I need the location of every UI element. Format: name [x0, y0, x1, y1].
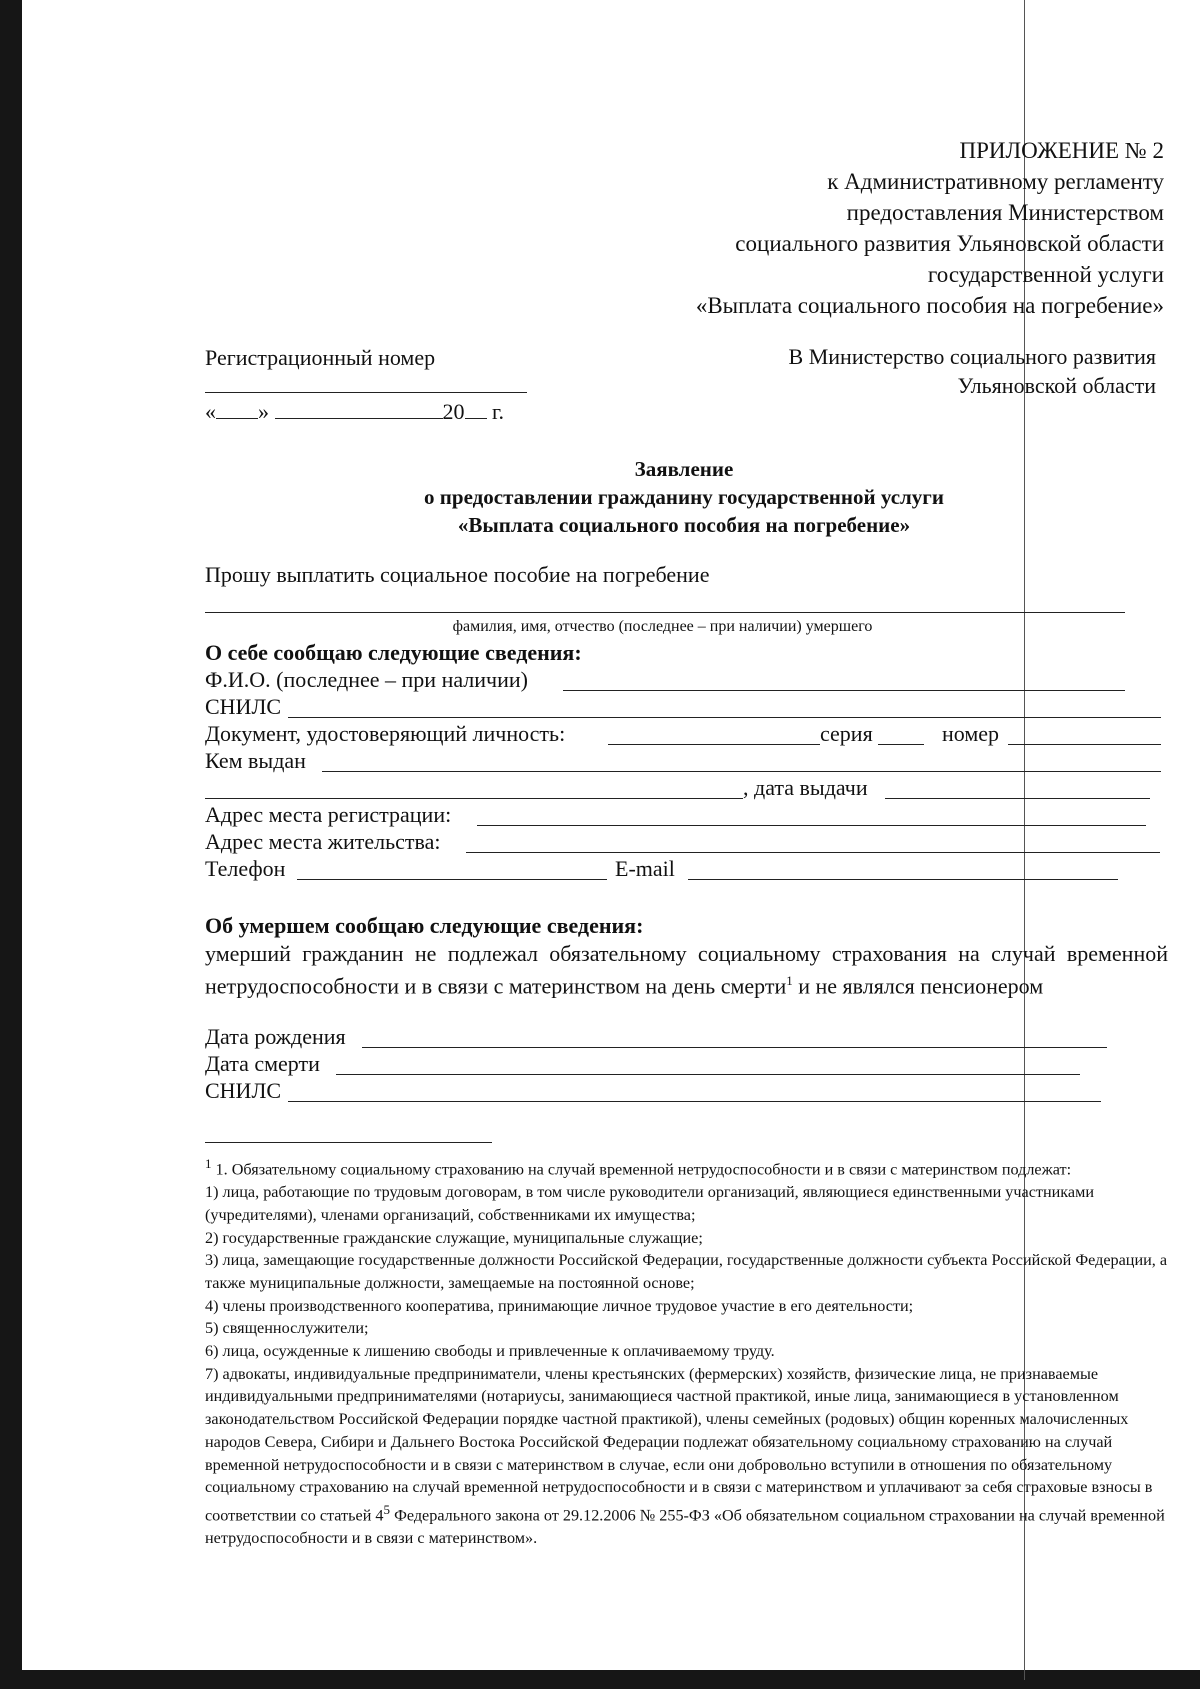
issued-by-field-continued[interactable]: [205, 798, 743, 799]
request-text: Прошу выплатить социальное пособие на погребение: [205, 562, 710, 587]
addressee: В Министерство социального развития Ульяновской области: [788, 344, 1156, 398]
fio-field[interactable]: [563, 690, 1125, 691]
death-date-label: Дата смерти: [205, 1051, 320, 1076]
document-label: Документ, удостоверяющий личность:: [205, 721, 566, 746]
fio-label: Ф.И.О. (последнее – при наличии): [205, 667, 528, 692]
issue-date-field[interactable]: [885, 798, 1150, 799]
deceased-snils-label: СНИЛС: [205, 1078, 282, 1103]
issue-date-label: , дата выдачи: [743, 775, 868, 800]
date-month-field[interactable]: [275, 398, 443, 419]
appendix-line: предоставления Министерством: [846, 200, 1164, 225]
email-field[interactable]: [688, 879, 1118, 880]
birth-date-field[interactable]: [362, 1047, 1107, 1048]
appendix-line: к Административному регламенту: [827, 169, 1164, 194]
snils-label: СНИЛС: [205, 694, 282, 719]
appendix-line: «Выплата социального пособия на погребение»: [695, 293, 1164, 318]
registration-number-field[interactable]: [205, 392, 527, 393]
email-label: E-mail: [615, 856, 675, 881]
footnote-item: 2) государственные гражданские служащие, муниципальные служащие;: [205, 1228, 703, 1247]
footnotes: [205, 1153, 1170, 1550]
number-label: номер: [942, 721, 1000, 746]
deceased-snils-field[interactable]: [288, 1101, 1101, 1102]
live-address-field[interactable]: [466, 852, 1160, 853]
registration-number-label: Регистрационный номер: [205, 345, 436, 370]
snils-field[interactable]: [288, 717, 1161, 718]
phone-label: Телефон: [205, 856, 286, 881]
appendix-number: ПРИЛОЖЕНИЕ № 2: [959, 138, 1164, 163]
deceased-name-field[interactable]: [205, 612, 1125, 613]
scan-border-bottom: [0, 1670, 1200, 1689]
application-title: Заявление о предоставлении гражданину государственной услуги «Выплата социального пособия на погребение»: [424, 457, 944, 537]
document-type-field[interactable]: [608, 744, 820, 745]
reg-address-field[interactable]: [477, 825, 1146, 826]
issued-by-field[interactable]: [322, 771, 1161, 772]
footnote-separator: [205, 1142, 492, 1143]
date-year-field[interactable]: [465, 398, 487, 419]
death-date-field[interactable]: [336, 1074, 1080, 1075]
deceased-statement: умерший гражданин не подлежал обязательному социальному страхования на случай временной нетрудоспособности и в связи с материнством на день смерти$^1$ и не являлся пенсионером: [205, 941, 1168, 999]
series-label: серия: [820, 721, 873, 746]
reg-address-label: Адрес места регистрации:: [205, 802, 452, 827]
issued-by-label: Кем выдан: [205, 748, 306, 773]
series-field[interactable]: [878, 744, 924, 745]
deceased-heading: Об умершем сообщаю следующие сведения:: [205, 913, 644, 938]
appendix-line: государственной услуги: [927, 262, 1164, 287]
registration-date: « » 20 г.: [205, 399, 505, 424]
live-address-label: Адрес места жительства:: [205, 829, 441, 854]
footnote-intro: $^1$ 1. Обязательному социальному страхованию на случай временной нетрудоспособности и в связи с материнством подлежат:: [205, 1156, 1072, 1179]
scan-border-left: [0, 0, 22, 1689]
footnote-item: 5) священнослужители;: [205, 1319, 369, 1338]
footnote-ref: 1: [786, 973, 793, 988]
birth-date-label: Дата рождения: [205, 1024, 346, 1049]
footnote-item: 7) адвокаты, индивидуальные предприниматели, члены крестьянских (фермерских) хозяйств, физические лица, не признаваемые индивидуальными предпринимателями (нотариусы, занимающиеся частной практикой, иные лица, занимающиеся в установленном законодательством Российской Федерации порядке частной практикой), члены семейных (родовых) общин коренных малочисленных народов Севера, Сибири и Дальнего Востока Российской Федерации подлежат обязательному социальному страхованию на случай временной нетрудоспособности и в связи с материнством в случае, если они добровольно вступили в отношения по обязательному социальному страхованию на случай временной нетрудоспособности и в связи с материнством и уплачивают за себя страховые взносы в соответствии со статьей $4^5$ Федерального закона от 29.12.2006 № 255-ФЗ «Об обязательном социальном страховании на случай временной нетрудоспособности и в связи с материнством».: [205, 1364, 1165, 1548]
footnote-item: 4) члены производственного кооператива, принимающие личное трудовое участие в его деятельности;: [205, 1296, 914, 1315]
appendix-header: [696, 135, 1164, 321]
appendix-line: социального развития Ульяновской области: [735, 231, 1164, 256]
footnote-item: 3) лица, замещающие государственные должности Российской Федерации, государственные должности субъекта Российской Федерации, а также муниципальные должности, замещаемые на постоянной основе;: [205, 1251, 1168, 1292]
number-field[interactable]: [1008, 744, 1161, 745]
phone-field[interactable]: [297, 879, 607, 880]
footnote-item: 1) лица, работающие по трудовым договорам, в том числе руководители организаций, являющиеся единственными участниками (учредителями), членами организаций, собственниками их имущества;: [205, 1183, 1095, 1224]
date-day-field[interactable]: [216, 398, 258, 419]
applicant-heading: О себе сообщаю следующие сведения:: [205, 640, 582, 665]
deceased-name-caption: фамилия, имя, отчество (последнее – при наличии) умершего: [452, 618, 873, 635]
footnote-item: 6) лица, осужденные к лишению свободы и привлеченные к оплачиваемому труду.: [205, 1342, 775, 1361]
